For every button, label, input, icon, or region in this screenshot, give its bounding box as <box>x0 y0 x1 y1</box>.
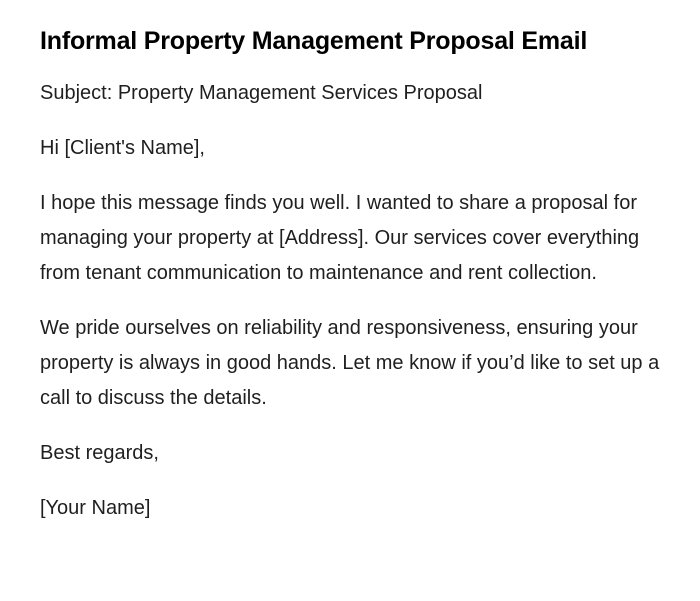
document-title: Informal Property Management Proposal Email <box>40 27 588 55</box>
email-body-paragraph-1: I hope this message finds you well. I wanted to share a proposal for managing your property at [Address]. Our services cover everything from tenant communication to maintenance and rent collection. <box>40 192 640 284</box>
email-greeting: Hi [Client's Name], <box>40 137 205 159</box>
email-signature: [Your Name] <box>40 497 151 519</box>
email-subject: Subject: Property Management Services Proposal <box>40 82 483 104</box>
email-body-paragraph-2: We pride ourselves on reliability and responsiveness, ensuring your property is always in good hands. Let me know if you’d like to set up a call to discuss the details. <box>40 317 660 409</box>
email-closing: Best regards, <box>40 442 159 464</box>
